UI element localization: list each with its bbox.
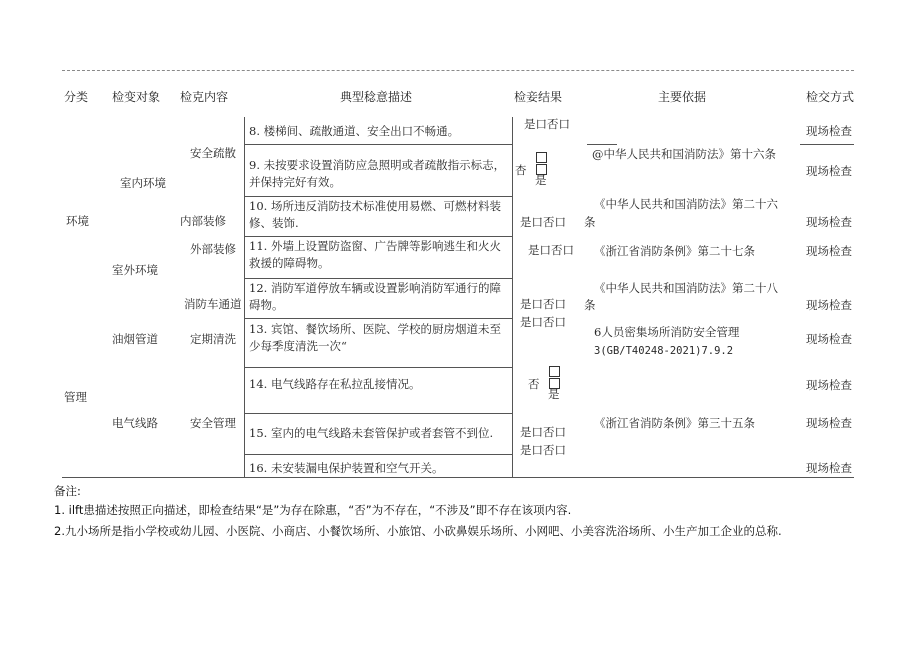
basis-gb-standard: 6人员密集场所消防安全管理 (594, 325, 740, 339)
row-11-result: 是口否口 (528, 243, 574, 257)
row-11-description: 11. 外墙上设置防盗窗、广告牌等影响逃生和火火救援的障碍物。 (249, 239, 501, 270)
row-15-result: 是口否口 (520, 425, 566, 439)
row-12-result: 是口否口 (520, 297, 566, 311)
method-row-12: 现场检查 (806, 298, 852, 312)
content-firelane: 消防车通道 (184, 297, 242, 311)
basis-gb-standard-code: 3(GB/T40248-2021)7.9.2 (594, 345, 734, 357)
object-flue: 油烟管道 (112, 332, 158, 346)
grid-line-row15 (244, 454, 512, 455)
row-14-result (526, 366, 566, 404)
grid-line-row9 (244, 196, 512, 197)
grid-line-row8 (244, 144, 512, 145)
header-basis: 主要依据 (658, 90, 707, 104)
method-row-16: 现场检查 (806, 461, 852, 475)
grid-line-method-a (800, 144, 854, 145)
header-object: 检变对象 (112, 90, 161, 104)
row-10-description: 10. 场所违反消防技术标准使用易燃、可燃材料装修、装饰. (249, 199, 501, 230)
method-row-14: 现场检查 (806, 378, 852, 392)
method-row-13: 现场检查 (806, 332, 852, 346)
row-8-description: 8. 楼梯间、疏散通道、安全出口不畅通。 (249, 124, 460, 138)
note-1: 1. ilft患描述按照正向描述，即检查结果“是”为存在除惠，“否”为不存在，“不涉及”即不存在该项内容. (54, 503, 572, 517)
note-2: 2.九小场所是指小学校或幼儿园、小医院、小商店、小餐饮场所、小旅馆、小砍鼻娱乐场所、小网吧、小美容洗浴场所、小生产加工企业的总称. (54, 524, 782, 538)
result-no-label: 杏 (515, 163, 527, 177)
content-interior: 内部装修 (180, 214, 226, 228)
result-yes-label: 是 (548, 387, 560, 401)
basis-zhejiang-27: 《浙江省消防条例》第二十七条 (594, 244, 755, 258)
result-yes-label: 是 (535, 173, 547, 187)
content-exterior: 外部装修 (190, 242, 236, 256)
grid-line-basis-a (587, 144, 617, 145)
basis-fire-law-16: @中华人民共和国消防法》第十六条 (592, 147, 776, 161)
method-row-11: 现场检查 (806, 244, 852, 258)
result-checkbox[interactable] (549, 366, 560, 377)
row-13-description: 13. 宾馆、餐饮场所、医院、学校的厨房烟道未至少每季度清洗一次“ (249, 322, 501, 353)
notes-title: 备注: (54, 484, 81, 498)
basis-fire-law-28: 《中华人民共和国消防法》第二十八 (594, 281, 778, 295)
header-result: 检妾结果 (514, 90, 563, 104)
row-16-description: 16. 未安装漏电保护装置和空气开关。 (249, 461, 444, 475)
header-method: 检交方式 (806, 90, 855, 104)
method-row-8: 现场检查 (806, 124, 852, 138)
top-rule (62, 70, 854, 71)
object-indoor: 室内环境 (120, 176, 166, 190)
row-8-result: 是口否口 (524, 117, 570, 131)
result-checkbox[interactable] (536, 152, 547, 163)
row-14-description: 14. 电气线路存在私拉乱接情况。 (249, 377, 421, 391)
basis-zhejiang-35: 《浙江省消防条例》第三十五条 (594, 416, 755, 430)
content-cleaning: 定期清洗 (190, 332, 236, 346)
table-bottom-rule (62, 477, 854, 478)
object-outdoor: 室外环境 (112, 263, 158, 277)
row-9-result (513, 152, 553, 190)
grid-line-row14 (244, 413, 512, 414)
row-9-description: 9. 未按要求设置消防应急照明或者疏散指示标志，并保持完好有效。 (249, 158, 506, 189)
row-12-description: 12. 消防军道停放车辆或设置影响消防军通行的障碍物。 (249, 281, 501, 312)
result-no-label: 否 (528, 377, 540, 391)
method-row-15: 现场检查 (806, 416, 852, 430)
grid-line-row10 (244, 236, 512, 237)
content-evacuation: 安全疏散 (190, 146, 236, 160)
basis-fire-law-26: 《中华人民共和国消防法》第二十六 (594, 197, 778, 211)
header-description: 典型稔意描述 (340, 90, 413, 104)
method-row-10: 现场检查 (806, 215, 852, 229)
grid-line-row11 (244, 278, 512, 279)
grid-line-row12 (244, 318, 512, 319)
basis-fire-law-26-cont: 条 (584, 215, 596, 229)
content-safety: 安全管理 (190, 416, 236, 430)
method-row-9: 现场检查 (806, 164, 852, 178)
header-content: 检克内容 (180, 90, 229, 104)
row-10-result: 是口否口 (520, 215, 566, 229)
header-category: 分类 (64, 90, 89, 104)
row-13-result: 是口否口 (520, 315, 566, 329)
grid-line-desc-left (244, 117, 245, 477)
category-environment: 环境 (66, 214, 89, 228)
row-16-result: 是口否口 (520, 443, 566, 457)
grid-line-row13 (244, 367, 512, 368)
category-management: 管理 (64, 390, 87, 404)
row-15-description: 15. 室内的电气线路未套管保护或者套管不到位. (249, 426, 494, 440)
basis-fire-law-28-cont: 条 (584, 298, 596, 312)
object-wiring: 电气线路 (112, 416, 158, 430)
